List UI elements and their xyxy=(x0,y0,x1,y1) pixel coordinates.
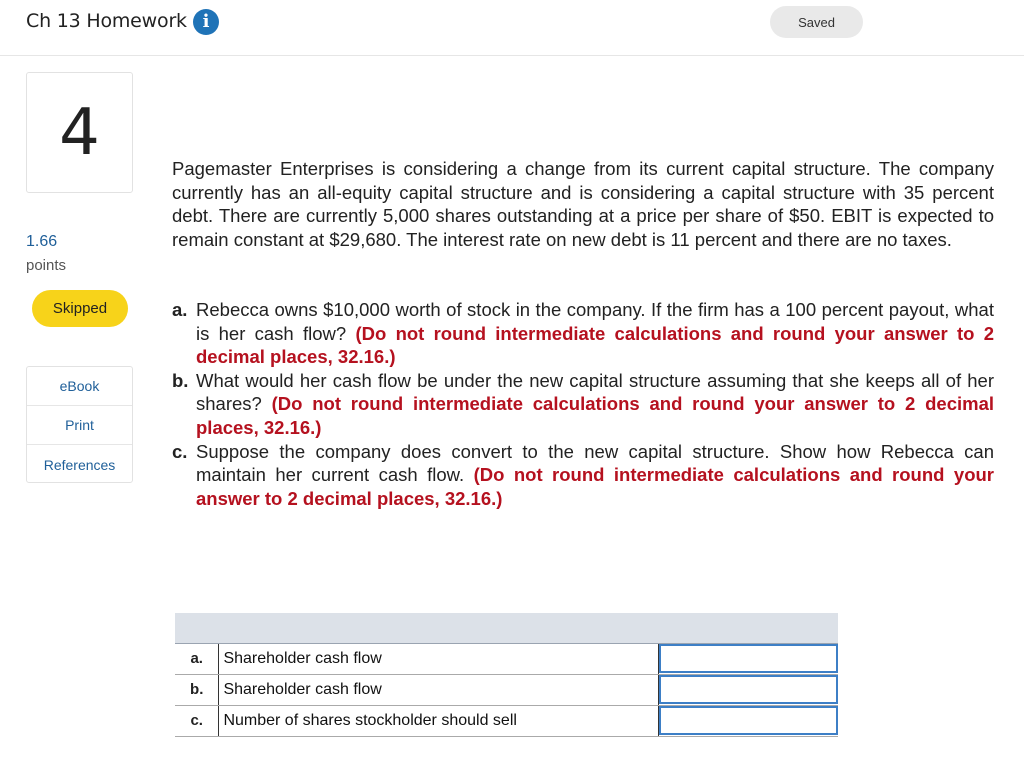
saved-status-button[interactable]: Saved xyxy=(770,6,863,38)
answer-a-input[interactable] xyxy=(659,644,838,673)
points-label: points xyxy=(26,257,67,274)
references-link[interactable]: References xyxy=(43,456,116,473)
part-text xyxy=(196,369,994,440)
table-header-row xyxy=(175,613,838,643)
answer-input-wrap xyxy=(659,675,838,704)
part-question: Rebecca owns $10,000 worth of stock in the company. If the firm has a 100 percent payout, what is her cash flow? xyxy=(196,299,994,344)
ebook-link[interactable]: eBook xyxy=(27,367,132,406)
part-letter: c. xyxy=(172,440,188,462)
question-parts xyxy=(172,298,994,510)
part-text xyxy=(196,440,994,511)
answer-cell xyxy=(659,674,839,705)
answer-b-input[interactable] xyxy=(659,675,838,704)
row-letter: b. xyxy=(175,674,219,705)
print-link[interactable]: Print xyxy=(27,406,132,445)
row-label: Number of shares stockholder should sell xyxy=(219,705,659,736)
answer-cell xyxy=(659,643,839,674)
part-b xyxy=(172,369,994,440)
part-a xyxy=(172,298,994,369)
part-letter: b. xyxy=(172,369,189,391)
table-row xyxy=(175,705,838,736)
info-icon[interactable]: i xyxy=(193,9,219,35)
resources-panel xyxy=(26,366,133,483)
status-badge: Skipped xyxy=(32,290,128,327)
part-question: Suppose the company does convert to the new capital structure. Show how Rebecca can maintain her current cash flow. xyxy=(196,440,994,486)
part-instruction: (Do not round intermediate calculations and round your answer to 2 decimal places, 32.16.) xyxy=(196,464,994,509)
part-instruction: (Do not round intermediate calculations and round your answer to 2 decimal places, 32.16.) xyxy=(196,322,994,368)
row-letter: c. xyxy=(175,705,219,736)
row-letter: a. xyxy=(175,643,219,674)
part-instruction: (Do not round intermediate calculations and round your answer to 2 decimal places, 32.16.) xyxy=(196,393,994,438)
table-row xyxy=(175,674,838,705)
points-value: 1.66 xyxy=(26,233,58,250)
part-question: What would her cash flow be under the new capital structure assuming that she keeps all of her shares? xyxy=(196,369,994,415)
page-title: Ch 13 Homework xyxy=(26,10,187,32)
table-row xyxy=(175,643,838,674)
question-number: 4 xyxy=(59,95,100,170)
top-bar xyxy=(0,0,1024,56)
answer-c-input[interactable] xyxy=(659,706,838,735)
part-letter: a. xyxy=(172,299,188,320)
row-label: Shareholder cash flow xyxy=(219,643,659,674)
table-header-cell xyxy=(175,613,838,643)
row-label: Shareholder cash flow xyxy=(219,674,659,705)
answer-input-wrap xyxy=(659,706,838,735)
part-c xyxy=(172,440,994,511)
answer-table xyxy=(175,613,838,737)
question-stem: Pagemaster Enterprises is considering a change from its current capital structure. The company currently has an all-equity capital structure and is considering a capital structure with 35 percent debt. There are currently 5,000 shares outstanding at a price per share of $50. EBIT is expected to remain constant at $29,680. The interest rate on new debt is 11 percent and there are no taxes. xyxy=(172,158,994,250)
answer-input-wrap xyxy=(659,644,838,673)
part-text xyxy=(196,298,994,369)
question-number-card xyxy=(26,72,133,193)
answer-cell xyxy=(659,705,839,736)
